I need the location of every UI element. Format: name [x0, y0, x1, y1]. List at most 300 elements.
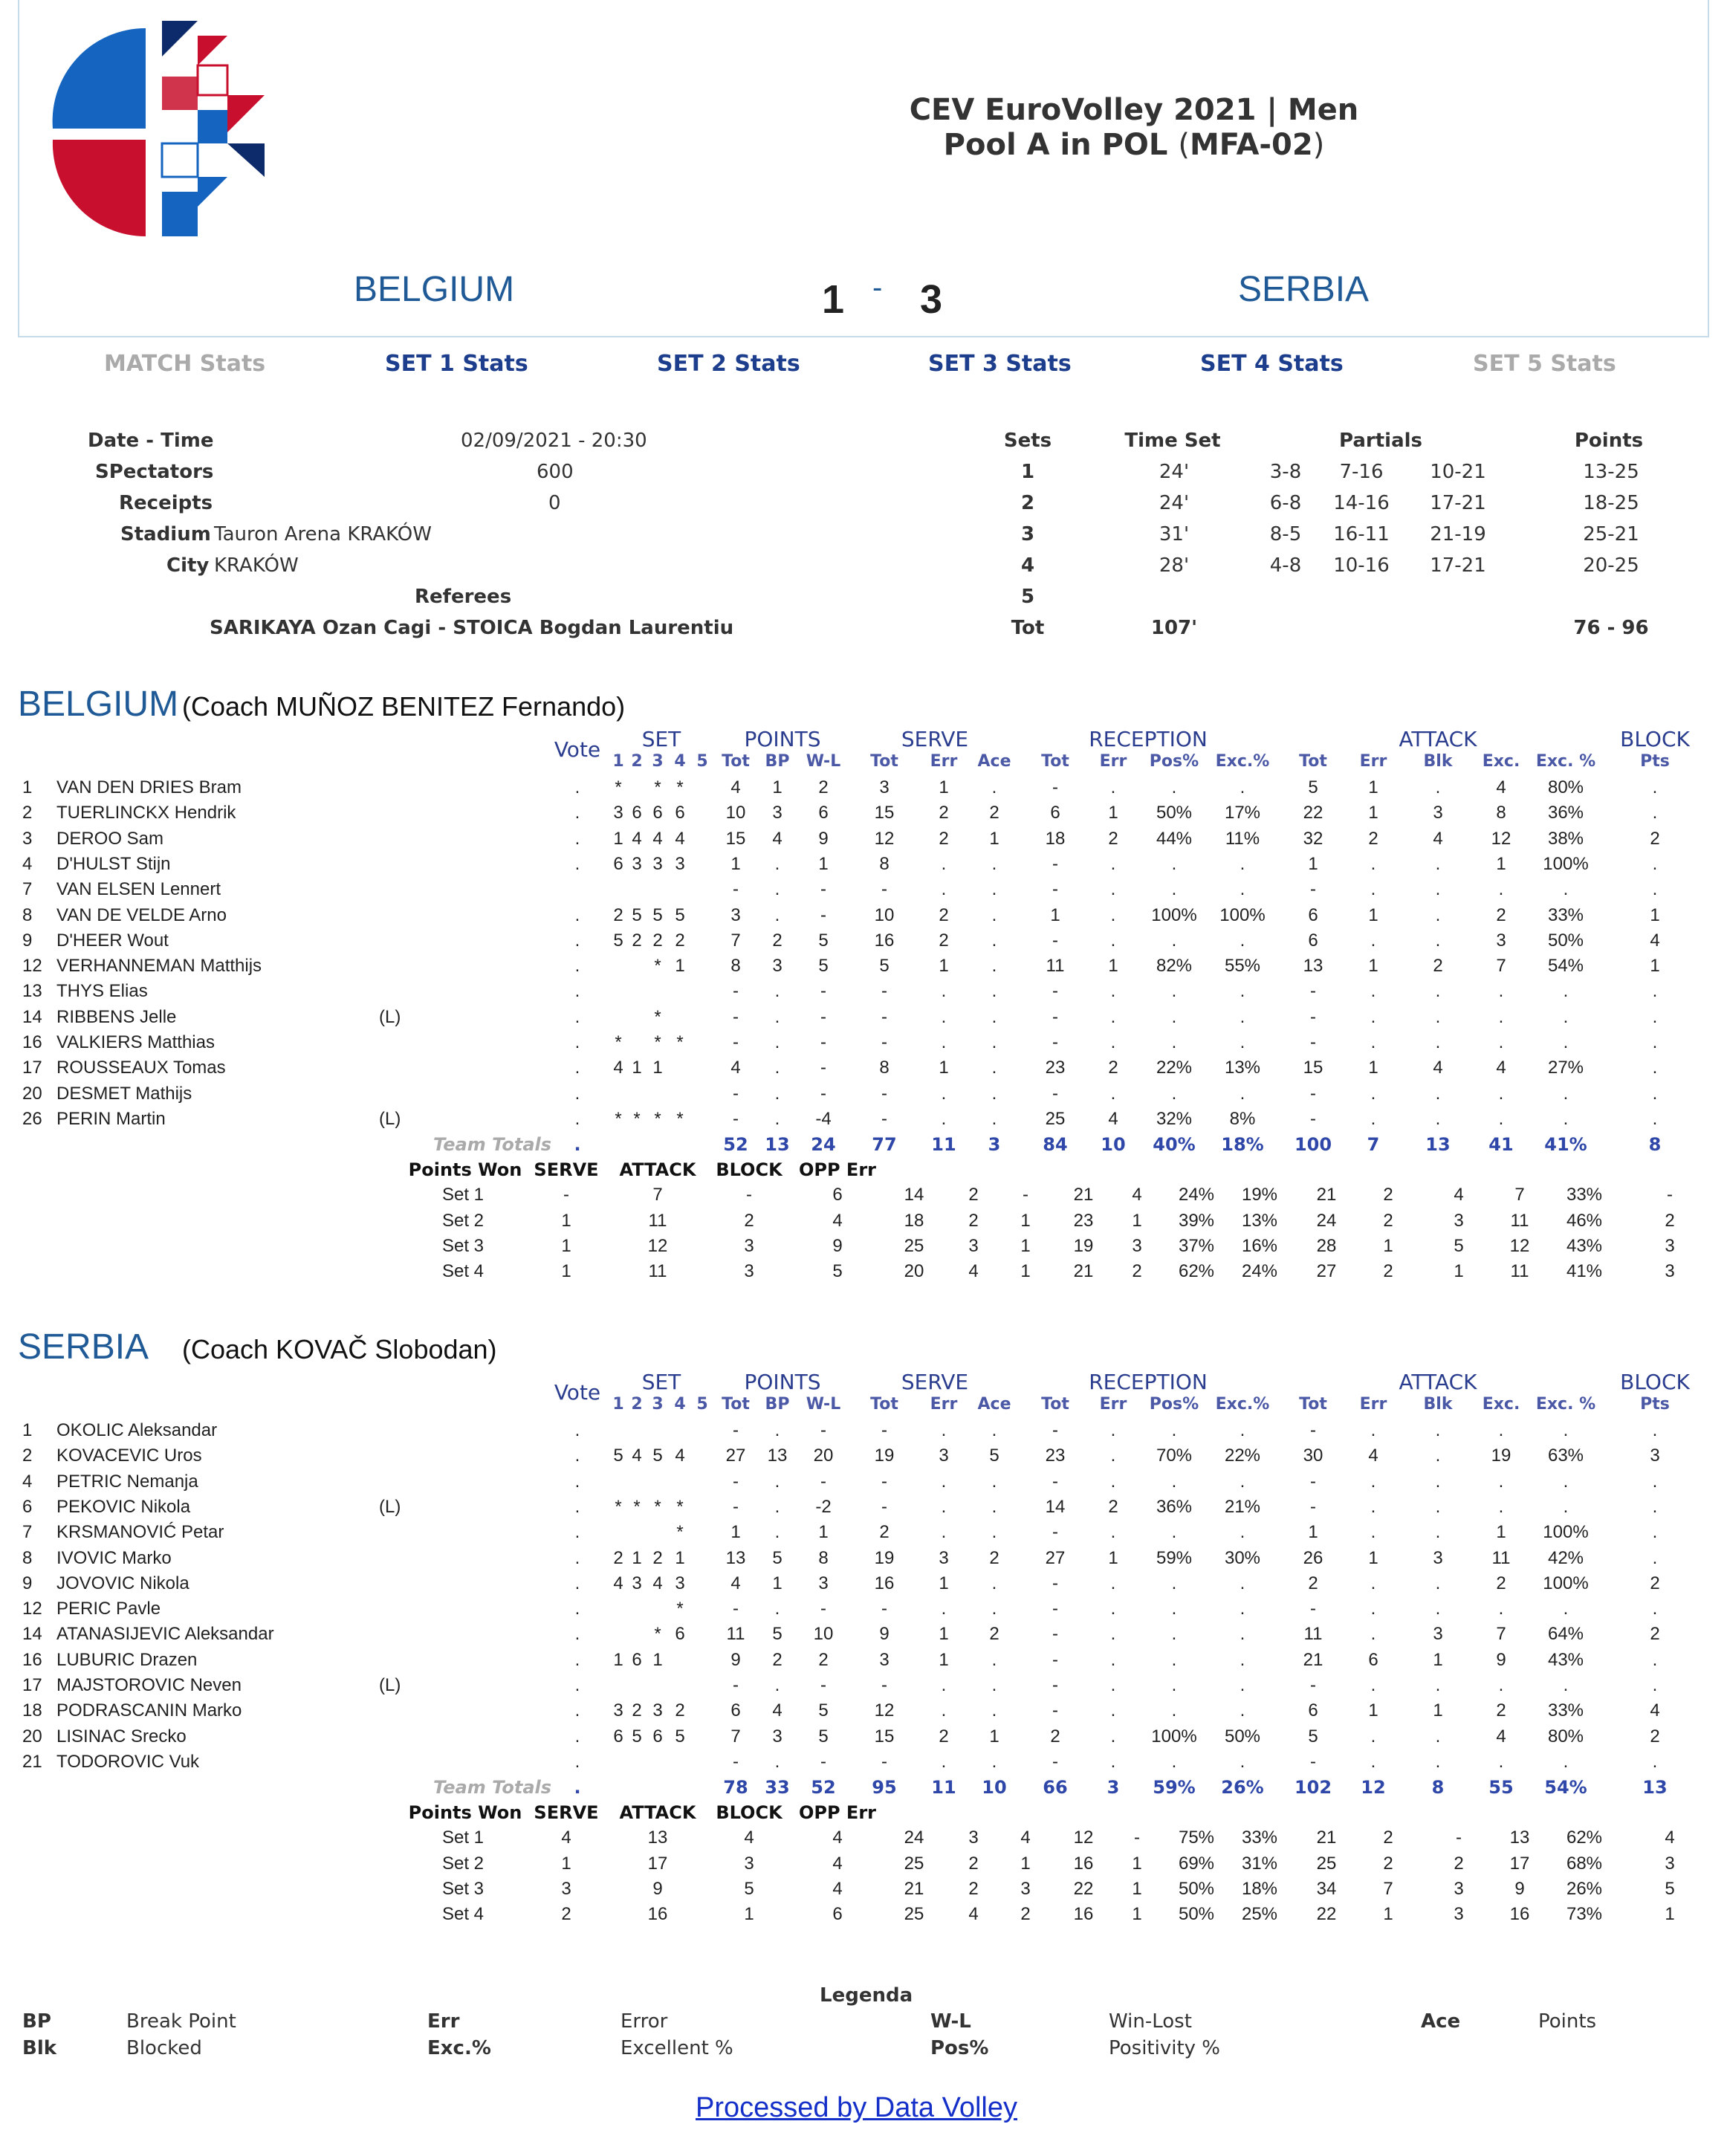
player-stat-cell: . — [1171, 1649, 1177, 1670]
player-stat-cell: 5 — [613, 930, 623, 951]
player-stat-cell: 15 — [874, 803, 895, 823]
player-stat-cell: . — [1110, 1649, 1116, 1670]
player-stat-cell: . — [1563, 1083, 1569, 1104]
player-stat-cell: - — [1052, 1471, 1058, 1492]
player-stat-cell: - — [1052, 1700, 1058, 1721]
set-stat-cell: 22 — [1073, 1878, 1094, 1899]
legend-key: Blk — [22, 2037, 57, 2059]
player-stat-cell: - — [1310, 1751, 1316, 1772]
player-stat-cell: . — [991, 981, 997, 1002]
player-stat-cell: . — [1498, 1496, 1504, 1517]
player-stat-cell: 15 — [874, 1726, 895, 1747]
set-stat-cell: 2 — [968, 1853, 979, 1874]
player-stat-cell: 2 — [1496, 904, 1506, 925]
column-subheader: Tot — [1299, 752, 1327, 771]
player-name: PODRASCANIN Marko — [56, 1700, 242, 1721]
player-stat-cell: 5 — [675, 904, 685, 925]
player-stat-cell: . — [574, 1496, 580, 1517]
set-stat-cell: 73% — [1566, 1904, 1603, 1925]
player-stat-cell: . — [1652, 1675, 1658, 1695]
player-stat-cell: . — [991, 1751, 997, 1772]
set-stat-cell: 2 — [968, 1185, 979, 1205]
player-stat-cell: 59% — [1156, 1547, 1193, 1568]
player-stat-cell: . — [774, 1675, 780, 1695]
player-stat-cell: - — [733, 1751, 739, 1772]
player-stat-cell: - — [1310, 1083, 1316, 1104]
player-stat-cell: . — [574, 1471, 580, 1492]
set-stat-cell: 11 — [1510, 1210, 1529, 1231]
player-stat-cell: - — [881, 879, 887, 900]
player-stat-cell: . — [1435, 777, 1441, 797]
player-stat-cell: . — [991, 1420, 997, 1440]
player-stat-cell: . — [1171, 1624, 1177, 1645]
player-stat-cell: - — [1052, 1006, 1058, 1027]
player-stat-cell: . — [574, 956, 580, 977]
team-total-cell: 55 — [1488, 1777, 1514, 1799]
player-stat-cell: . — [941, 1083, 947, 1104]
player-stat-cell: 2 — [939, 1726, 949, 1747]
player-stat-cell: - — [733, 1675, 739, 1695]
player-stat-cell: . — [774, 1522, 780, 1543]
player-stat-cell: 100% — [1151, 904, 1197, 925]
player-stat-cell: 6 — [1308, 1700, 1318, 1721]
player-stat-cell: * — [676, 1108, 684, 1129]
column-subheader: Err — [1099, 752, 1127, 771]
player-stat-cell: 1 — [1108, 956, 1118, 977]
player-stat-cell: . — [1110, 879, 1116, 900]
player-stat-cell: 19 — [874, 1446, 895, 1466]
player-stat-cell: 21 — [1303, 1649, 1323, 1670]
player-stat-cell: 2 — [772, 930, 783, 951]
player-stat-cell: . — [1171, 1522, 1177, 1543]
player-stat-cell: 15 — [725, 828, 746, 849]
player-stat-cell: 3 — [652, 1700, 663, 1721]
sets-cell: 3-8 — [1269, 461, 1302, 483]
player-stat-cell: . — [1110, 1083, 1116, 1104]
player-number: 4 — [22, 1471, 33, 1492]
column-subheader: Tot — [870, 1395, 898, 1414]
points-won-cell: 6 — [832, 1185, 843, 1205]
player-stat-cell: 2 — [1050, 1726, 1060, 1747]
player-stat-cell: . — [1370, 1032, 1376, 1052]
player-name: VERHANNEMAN Matthijs — [56, 956, 262, 977]
libero-badge: (L) — [379, 1108, 401, 1129]
player-stat-cell: . — [1435, 1522, 1441, 1543]
player-stat-cell: 4 — [632, 828, 642, 849]
player-stat-cell: 4 — [613, 1573, 623, 1593]
player-stat-cell: 12 — [1491, 828, 1511, 849]
player-number: 20 — [22, 1726, 42, 1747]
player-stat-cell: . — [1435, 1496, 1441, 1517]
player-stat-cell: . — [991, 1083, 997, 1104]
vote-group-header: Vote — [554, 737, 601, 762]
set-stat-cell: 13% — [1241, 1210, 1278, 1231]
points-won-cell: 11 — [648, 1210, 667, 1231]
player-stat-cell: - — [1310, 1471, 1316, 1492]
player-stat-cell: 1 — [675, 956, 685, 977]
player-stat-cell: * — [615, 1496, 622, 1517]
sets-cell: 28' — [1159, 554, 1190, 577]
player-stat-cell: 6 — [1308, 930, 1318, 951]
set-stat-cell: 3 — [1132, 1235, 1142, 1256]
player-stat-cell: 5 — [675, 1726, 685, 1747]
player-stat-cell: . — [774, 1471, 780, 1492]
player-stat-cell: . — [991, 1599, 997, 1619]
points-won-cell: 4 — [832, 1828, 843, 1848]
player-stat-cell: 3 — [772, 956, 783, 977]
player-stat-cell: . — [1435, 853, 1441, 874]
player-stat-cell: 23 — [1045, 1446, 1066, 1466]
player-stat-cell: 11 — [1046, 956, 1065, 977]
points-won-cell: 5 — [744, 1878, 754, 1899]
player-name: MAJSTOROVIC Neven — [56, 1675, 242, 1695]
set-stat-cell: 24 — [904, 1828, 924, 1848]
player-stat-cell: 1 — [730, 1522, 741, 1543]
column-subheader: Pos% — [1149, 752, 1199, 771]
column-subheader: Exc. % — [1535, 1395, 1596, 1414]
set-stat-cell: 2 — [1665, 1210, 1675, 1231]
player-stat-cell: - — [1310, 1599, 1316, 1619]
player-stat-cell: . — [1435, 879, 1441, 900]
player-stat-cell: 10 — [874, 904, 895, 925]
points-won-cell: 6 — [832, 1904, 843, 1925]
player-stat-cell: 36% — [1547, 803, 1584, 823]
tab-set-4-stats[interactable]: SET 4 Stats — [1200, 351, 1344, 377]
points-won-cell: 3 — [744, 1235, 754, 1256]
player-stat-cell: 2 — [652, 1547, 663, 1568]
player-stat-cell: 5 — [613, 1446, 623, 1466]
player-stat-cell: . — [1370, 1108, 1376, 1129]
player-stat-cell: . — [1110, 930, 1116, 951]
referees-label: Referees — [415, 586, 512, 608]
player-name: PERIC Pavle — [56, 1599, 161, 1619]
player-stat-cell: . — [1498, 1675, 1504, 1695]
set-stat-cell: 25% — [1241, 1904, 1278, 1925]
player-stat-cell: - — [733, 1420, 739, 1440]
player-stat-cell: . — [1240, 1599, 1245, 1619]
player-number: 3 — [22, 828, 33, 849]
player-name: IVOVIC Marko — [56, 1547, 172, 1568]
player-stat-cell: 3 — [772, 1726, 783, 1747]
column-subheader: Exc. — [1482, 752, 1520, 771]
legend-value: Win-Lost — [1109, 2010, 1192, 2033]
player-stat-cell: 63% — [1547, 1446, 1584, 1466]
player-stat-cell: 1 — [613, 828, 623, 849]
player-stat-cell: 2 — [939, 930, 949, 951]
player-stat-cell: . — [1563, 1108, 1569, 1129]
points-won-header: BLOCK — [716, 1159, 783, 1181]
player-stat-cell: 2 — [939, 904, 949, 925]
player-stat-cell: 26 — [1303, 1547, 1323, 1568]
player-stat-cell: 82% — [1156, 956, 1193, 977]
player-stat-cell: 16 — [874, 930, 895, 951]
player-number: 8 — [22, 904, 33, 925]
column-subheader: 2 — [631, 752, 643, 771]
points-won-cell: 5 — [832, 1261, 843, 1282]
player-stat-cell: 5 — [818, 956, 829, 977]
player-number: 14 — [22, 1624, 42, 1645]
set-stat-cell: 21 — [1073, 1261, 1094, 1282]
player-stat-cell: . — [774, 1496, 780, 1517]
player-number: 1 — [22, 777, 33, 797]
player-stat-cell: - — [820, 1083, 826, 1104]
set-stat-cell: 33% — [1566, 1185, 1603, 1205]
player-stat-cell: - — [820, 1599, 826, 1619]
player-stat-cell: 5 — [879, 956, 890, 977]
player-stat-cell: . — [1240, 1471, 1245, 1492]
set-stat-cell: 2 — [1383, 1853, 1393, 1874]
player-stat-cell: 80% — [1547, 1726, 1584, 1747]
player-stat-cell: 1 — [1368, 803, 1378, 823]
player-stat-cell: * — [615, 777, 622, 797]
libero-badge: (L) — [379, 1006, 401, 1027]
player-stat-cell: 1 — [1496, 1522, 1506, 1543]
player-stat-cell: 64% — [1547, 1624, 1584, 1645]
player-stat-cell: 22% — [1156, 1058, 1193, 1078]
player-stat-cell: 2 — [1650, 828, 1660, 849]
points-won-cell: 4 — [832, 1853, 843, 1874]
player-stat-cell: 4 — [730, 1058, 741, 1078]
player-stat-cell: . — [991, 1496, 997, 1517]
player-stat-cell: 5 — [1308, 777, 1318, 797]
player-stat-cell: 2 — [818, 777, 829, 797]
player-stat-cell: . — [1435, 1471, 1441, 1492]
player-stat-cell: . — [1171, 777, 1177, 797]
player-number: 6 — [22, 1496, 33, 1517]
set-stat-cell: 3 — [1665, 1853, 1675, 1874]
player-stat-cell: - — [733, 1471, 739, 1492]
player-number: 9 — [22, 1573, 33, 1593]
set-stat-cell: 1 — [1132, 1210, 1142, 1231]
player-stat-cell: . — [1652, 879, 1658, 900]
points-won-cell: 4 — [832, 1210, 843, 1231]
player-stat-cell: - — [1052, 879, 1058, 900]
player-stat-cell: . — [941, 1471, 947, 1492]
set-stat-cell: 2 — [1383, 1185, 1393, 1205]
set-stat-cell: 22 — [1316, 1904, 1337, 1925]
tab-match-stats[interactable]: MATCH Stats — [104, 351, 266, 377]
legend-key: W-L — [930, 2010, 971, 2033]
date-value: 02/09/2021 - 20:30 — [461, 430, 647, 452]
player-stat-cell: . — [991, 853, 997, 874]
team-total-cell: 41% — [1544, 1134, 1587, 1156]
set-stat-cell: 12 — [1073, 1828, 1094, 1848]
player-stat-cell: . — [1110, 1471, 1116, 1492]
sets-cell: 16-11 — [1333, 523, 1390, 546]
player-stat-cell: 30% — [1224, 1547, 1261, 1568]
player-stat-cell: . — [991, 1058, 997, 1078]
set-stat-cell: 1 — [1132, 1853, 1142, 1874]
player-name: KRSMANOVIĆ Petar — [56, 1522, 224, 1543]
set-stat-cell: 25 — [904, 1235, 924, 1256]
player-stat-cell: 1 — [730, 853, 741, 874]
points-won-cell: 4 — [561, 1828, 571, 1848]
player-stat-cell: 11 — [726, 1624, 745, 1645]
points-header: Points — [1574, 430, 1644, 452]
player-stat-cell: 3 — [675, 1573, 685, 1593]
player-stat-cell: . — [1240, 1083, 1245, 1104]
tab-set-2-stats[interactable]: SET 2 Stats — [657, 351, 800, 377]
stadium-value: Tauron Arena KRAKÓW — [214, 523, 432, 546]
team-total-cell: . — [574, 1777, 581, 1799]
player-stat-cell: . — [941, 1599, 947, 1619]
player-stat-cell: 2 — [613, 1547, 623, 1568]
player-stat-cell: . — [1240, 1675, 1245, 1695]
player-stat-cell: 4 — [1368, 1446, 1378, 1466]
player-stat-cell: 5 — [652, 1446, 663, 1466]
player-number: 8 — [22, 1547, 33, 1568]
player-stat-cell: - — [733, 1032, 739, 1052]
player-stat-cell: . — [1435, 1726, 1441, 1747]
player-stat-cell: . — [1435, 1573, 1441, 1593]
player-stat-cell: - — [881, 1108, 887, 1129]
player-stat-cell: 5 — [989, 1446, 999, 1466]
player-stat-cell: - — [820, 1006, 826, 1027]
set-stat-cell: 2 — [1383, 1261, 1393, 1282]
player-number: 18 — [22, 1700, 42, 1721]
legend-value: Break Point — [126, 2010, 236, 2033]
player-stat-cell: 19 — [874, 1547, 895, 1568]
player-stat-cell: 4 — [1650, 930, 1660, 951]
player-stat-cell: - — [820, 1751, 826, 1772]
player-stat-cell: 2 — [1496, 1700, 1506, 1721]
set-stat-cell: 75% — [1178, 1828, 1215, 1848]
player-stat-cell: 1 — [1050, 904, 1060, 925]
player-stat-cell: 8 — [1496, 803, 1506, 823]
player-stat-cell: . — [574, 904, 580, 925]
player-stat-cell: . — [574, 803, 580, 823]
tab-set-5-stats[interactable]: SET 5 Stats — [1473, 351, 1616, 377]
player-stat-cell: - — [820, 1032, 826, 1052]
points-won-header: SERVE — [534, 1802, 599, 1824]
player-stat-cell: 8 — [879, 853, 890, 874]
set-stat-cell: 62% — [1178, 1261, 1215, 1282]
team-total-cell: 8 — [1648, 1134, 1662, 1156]
set-stat-cell: 4 — [1665, 1828, 1675, 1848]
points-won-cell: 4 — [744, 1828, 754, 1848]
player-stat-cell: . — [1563, 1599, 1569, 1619]
set-stat-cell: 4 — [1454, 1185, 1464, 1205]
player-stat-cell: . — [774, 904, 780, 925]
set-stat-cell: 24 — [1316, 1210, 1337, 1231]
player-stat-cell: - — [733, 1108, 739, 1129]
player-stat-cell: - — [881, 981, 887, 1002]
player-name: LUBURIC Drazen — [56, 1649, 198, 1670]
column-subheader: 1 — [612, 1395, 624, 1414]
set-row-label: Set 3 — [441, 1235, 485, 1256]
player-stat-cell: . — [574, 1420, 580, 1440]
sets-cell: 31' — [1159, 523, 1190, 546]
player-stat-cell: - — [1052, 930, 1058, 951]
player-stat-cell: 1 — [1368, 1058, 1378, 1078]
tab-set-3-stats[interactable]: SET 3 Stats — [928, 351, 1072, 377]
player-stat-cell: . — [574, 1624, 580, 1645]
set-stat-cell: - — [1667, 1185, 1673, 1205]
player-stat-cell: . — [1498, 879, 1504, 900]
player-stat-cell: 9 — [1496, 1649, 1506, 1670]
player-stat-cell: 4 — [1496, 1058, 1506, 1078]
player-stat-cell: 1 — [989, 828, 999, 849]
player-stat-cell: 4 — [772, 828, 783, 849]
player-stat-cell: . — [574, 1108, 580, 1129]
player-stat-cell: . — [1370, 1726, 1376, 1747]
player-stat-cell: . — [1498, 981, 1504, 1002]
team-total-cell: 11 — [931, 1777, 956, 1799]
player-stat-cell: . — [991, 879, 997, 900]
player-stat-cell: . — [1240, 1624, 1245, 1645]
player-stat-cell: - — [820, 981, 826, 1002]
player-stat-cell: . — [991, 777, 997, 797]
player-stat-cell: - — [1052, 1599, 1058, 1619]
points-won-cell: - — [746, 1185, 752, 1205]
points-won-cell: 7 — [652, 1185, 663, 1205]
player-stat-cell: - — [1310, 1006, 1316, 1027]
column-subheader: 3 — [652, 752, 664, 771]
player-stat-cell: - — [820, 1058, 826, 1078]
player-stat-cell: 7 — [730, 930, 741, 951]
player-name: VAN ELSEN Lennert — [56, 879, 221, 900]
sets-cell: 6-8 — [1269, 492, 1302, 514]
player-stat-cell: . — [1435, 1751, 1441, 1772]
player-stat-cell: . — [1171, 981, 1177, 1002]
player-stat-cell: . — [774, 1083, 780, 1104]
player-stat-cell: . — [1110, 1522, 1116, 1543]
player-stat-cell: 8% — [1229, 1108, 1256, 1129]
player-name: TODOROVIC Vuk — [56, 1751, 200, 1772]
column-subheader: Exc. % — [1535, 752, 1596, 771]
player-stat-cell: . — [774, 1420, 780, 1440]
player-stat-cell: 14 — [1045, 1496, 1066, 1517]
player-stat-cell: . — [574, 1522, 580, 1543]
set-stat-cell: 7 — [1514, 1185, 1525, 1205]
player-stat-cell: . — [1110, 1599, 1116, 1619]
player-stat-cell: . — [1171, 1471, 1177, 1492]
player-stat-cell: - — [1052, 1624, 1058, 1645]
points-won-header: BLOCK — [716, 1802, 783, 1824]
player-stat-cell: 1 — [613, 1649, 623, 1670]
player-stat-cell: . — [1110, 904, 1116, 925]
team-total-cell: 100 — [1294, 1134, 1332, 1156]
player-stat-cell: 27% — [1547, 1058, 1584, 1078]
set-stat-cell: 23 — [1073, 1210, 1094, 1231]
player-stat-cell: - — [820, 1471, 826, 1492]
tab-set-1-stats[interactable]: SET 1 Stats — [385, 351, 528, 377]
player-stat-cell: . — [1652, 1522, 1658, 1543]
sets-cell: 3 — [1020, 523, 1035, 546]
processed-by-link[interactable]: Processed by Data Volley — [696, 2092, 1018, 2123]
points-won-cell: 9 — [652, 1878, 663, 1899]
player-stat-cell: 32% — [1156, 1108, 1193, 1129]
player-stat-cell: . — [1435, 1032, 1441, 1052]
player-stat-cell: 5 — [652, 904, 663, 925]
player-stat-cell: 16 — [874, 1573, 895, 1593]
set-stat-cell: 3 — [1665, 1261, 1675, 1282]
player-stat-cell: . — [1498, 1420, 1504, 1440]
player-stat-cell: 33% — [1547, 1700, 1584, 1721]
set-stat-cell: 14 — [904, 1185, 924, 1205]
column-subheader: 4 — [674, 752, 686, 771]
player-stat-cell: 4 — [730, 1573, 741, 1593]
player-stat-cell: 1 — [652, 1649, 663, 1670]
player-stat-cell: . — [1652, 803, 1658, 823]
team-total-cell: 84 — [1043, 1134, 1068, 1156]
player-stat-cell: - — [733, 879, 739, 900]
player-stat-cell: 1 — [1368, 1547, 1378, 1568]
player-stat-cell: . — [991, 1032, 997, 1052]
player-stat-cell: - — [1310, 1496, 1316, 1517]
team-total-cell: 13 — [765, 1134, 790, 1156]
player-stat-cell: . — [1652, 1006, 1658, 1027]
